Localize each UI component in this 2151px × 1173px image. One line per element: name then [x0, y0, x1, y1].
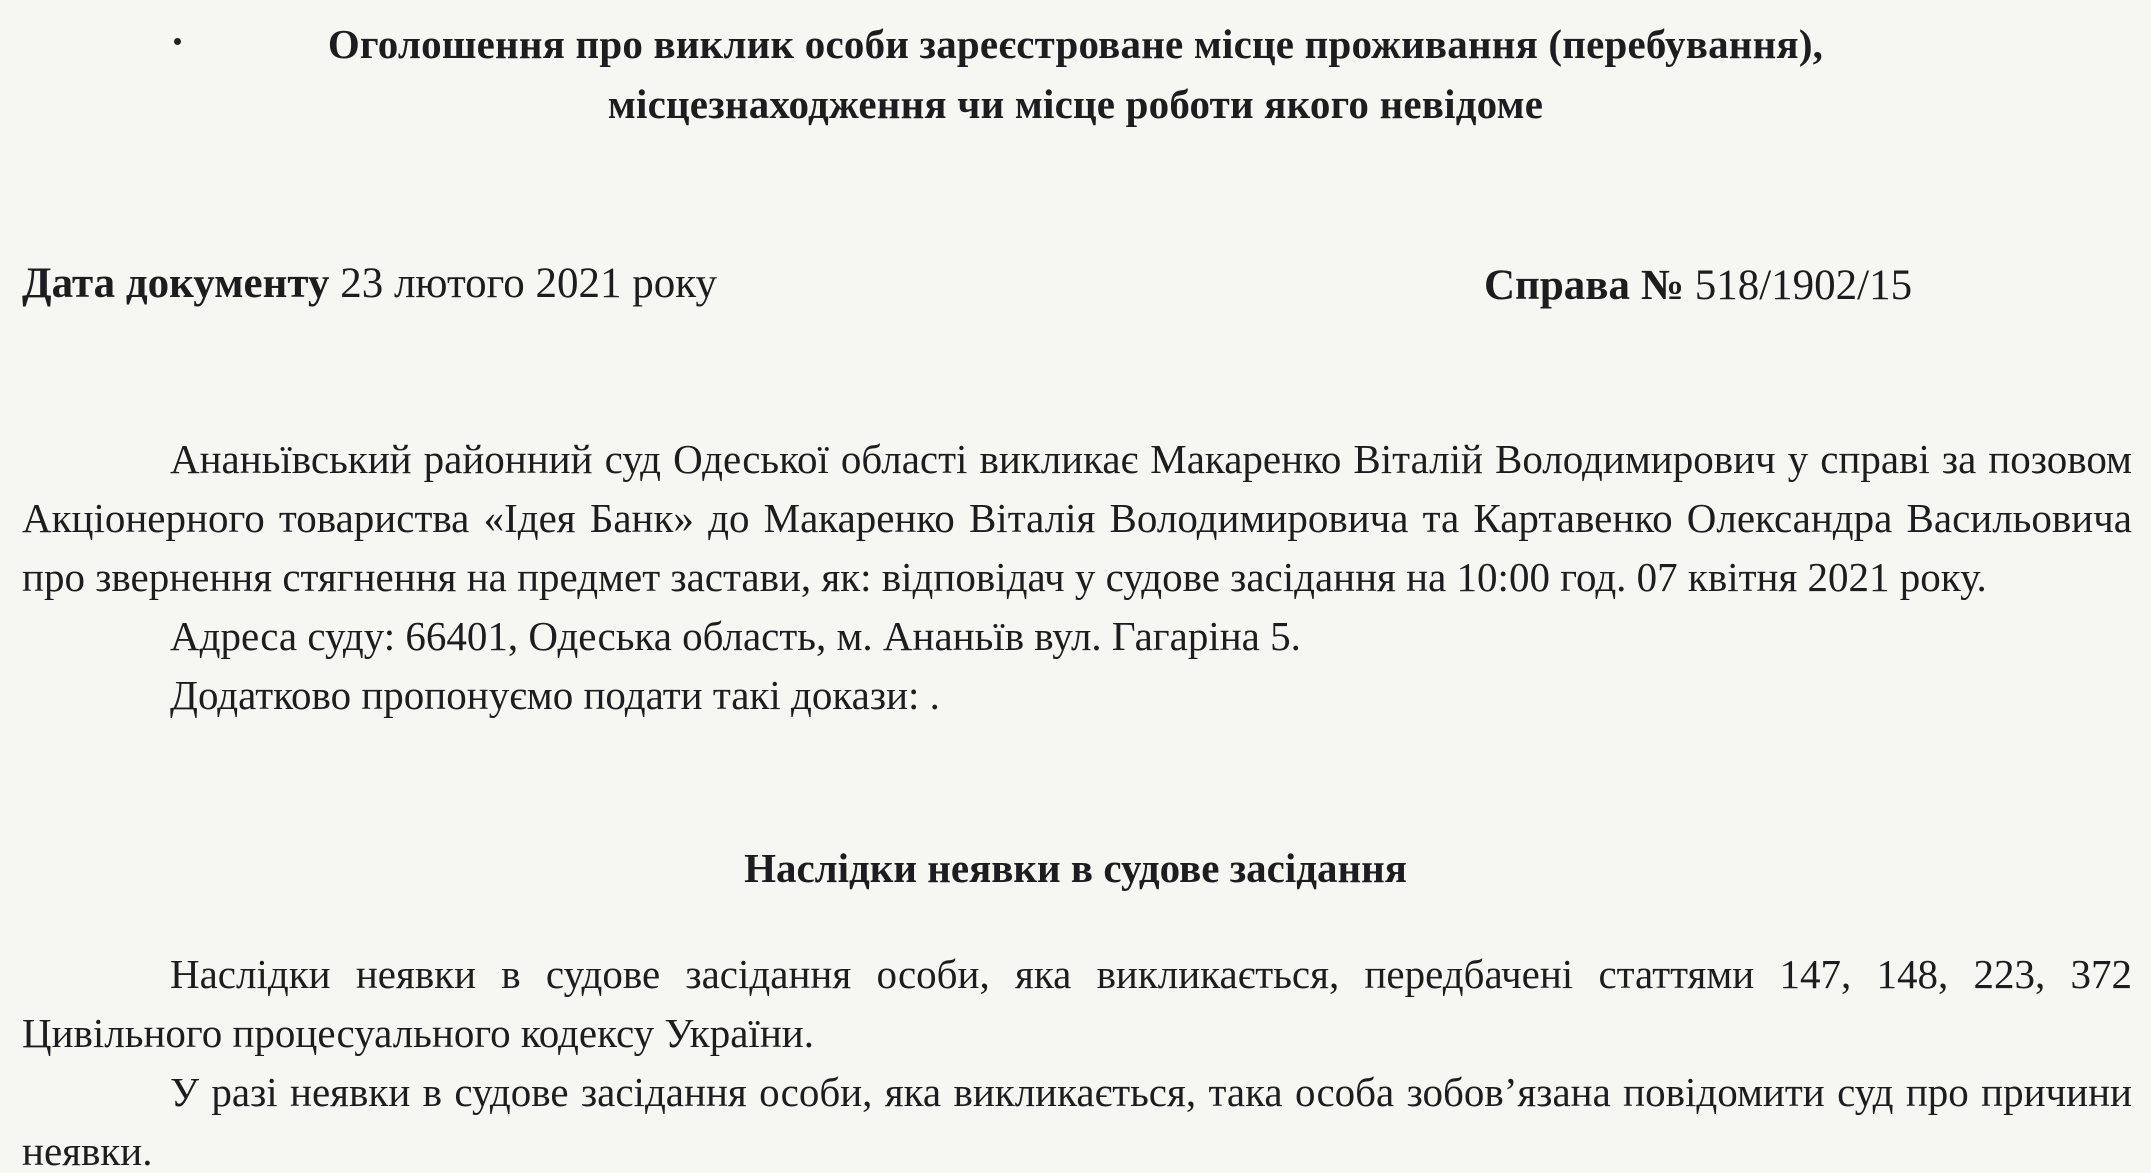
date-value: 23 лютого 2021 року: [340, 260, 718, 307]
title-line-2: місцезнаходження чи місце роботи якого невідоме: [607, 81, 1544, 127]
consequences-body: [22, 945, 2132, 1173]
case-value: 518/1902/15: [1694, 262, 1913, 309]
court-address: Адреса суду: 66401, Одеська область, м. Ананьїв вул. Гагаріна 5.: [170, 613, 1301, 659]
case-label: Справа №: [1484, 262, 1684, 309]
case-number: [1484, 256, 1912, 316]
summons-body: [22, 430, 2132, 725]
summons-paragraph: Ананьївський районний суд Одеської області викликає Макаренко Віталій Володимирович у справі за позовом Акціонерного товариства «Ідея Банк» до Макаренко Віталія Володимировича та Картавенко Олександра Васильовича про звернення стягнення на предмет застави, як: відповідач у судове засідання на 10:00 год. 07 квітня 2021 року.: [22, 436, 2132, 600]
consequences-paragraph-2: У разі неявки в судове засідання особи, яка викликається, така особа зобов’язана повідомити суд про причини неявки.: [22, 1069, 2132, 1173]
consequences-paragraph-1: Наслідки неявки в судове засідання особи, яка викликається, передбачені статтями 147, 148, 223, 372 Цивільного процесуального кодексу України.: [22, 951, 2132, 1056]
date-label: Дата документу: [22, 260, 330, 307]
title-line-1: Оголошення про виклик особи зареєстроване місце проживання (перебування),: [327, 21, 1824, 67]
evidence-request: Додатково пропонуємо подати такі докази: .: [170, 672, 940, 718]
document-title: [0, 14, 2151, 134]
document-date: [22, 254, 717, 314]
consequences-heading: Наслідки неявки в судове засідання: [744, 845, 1407, 891]
